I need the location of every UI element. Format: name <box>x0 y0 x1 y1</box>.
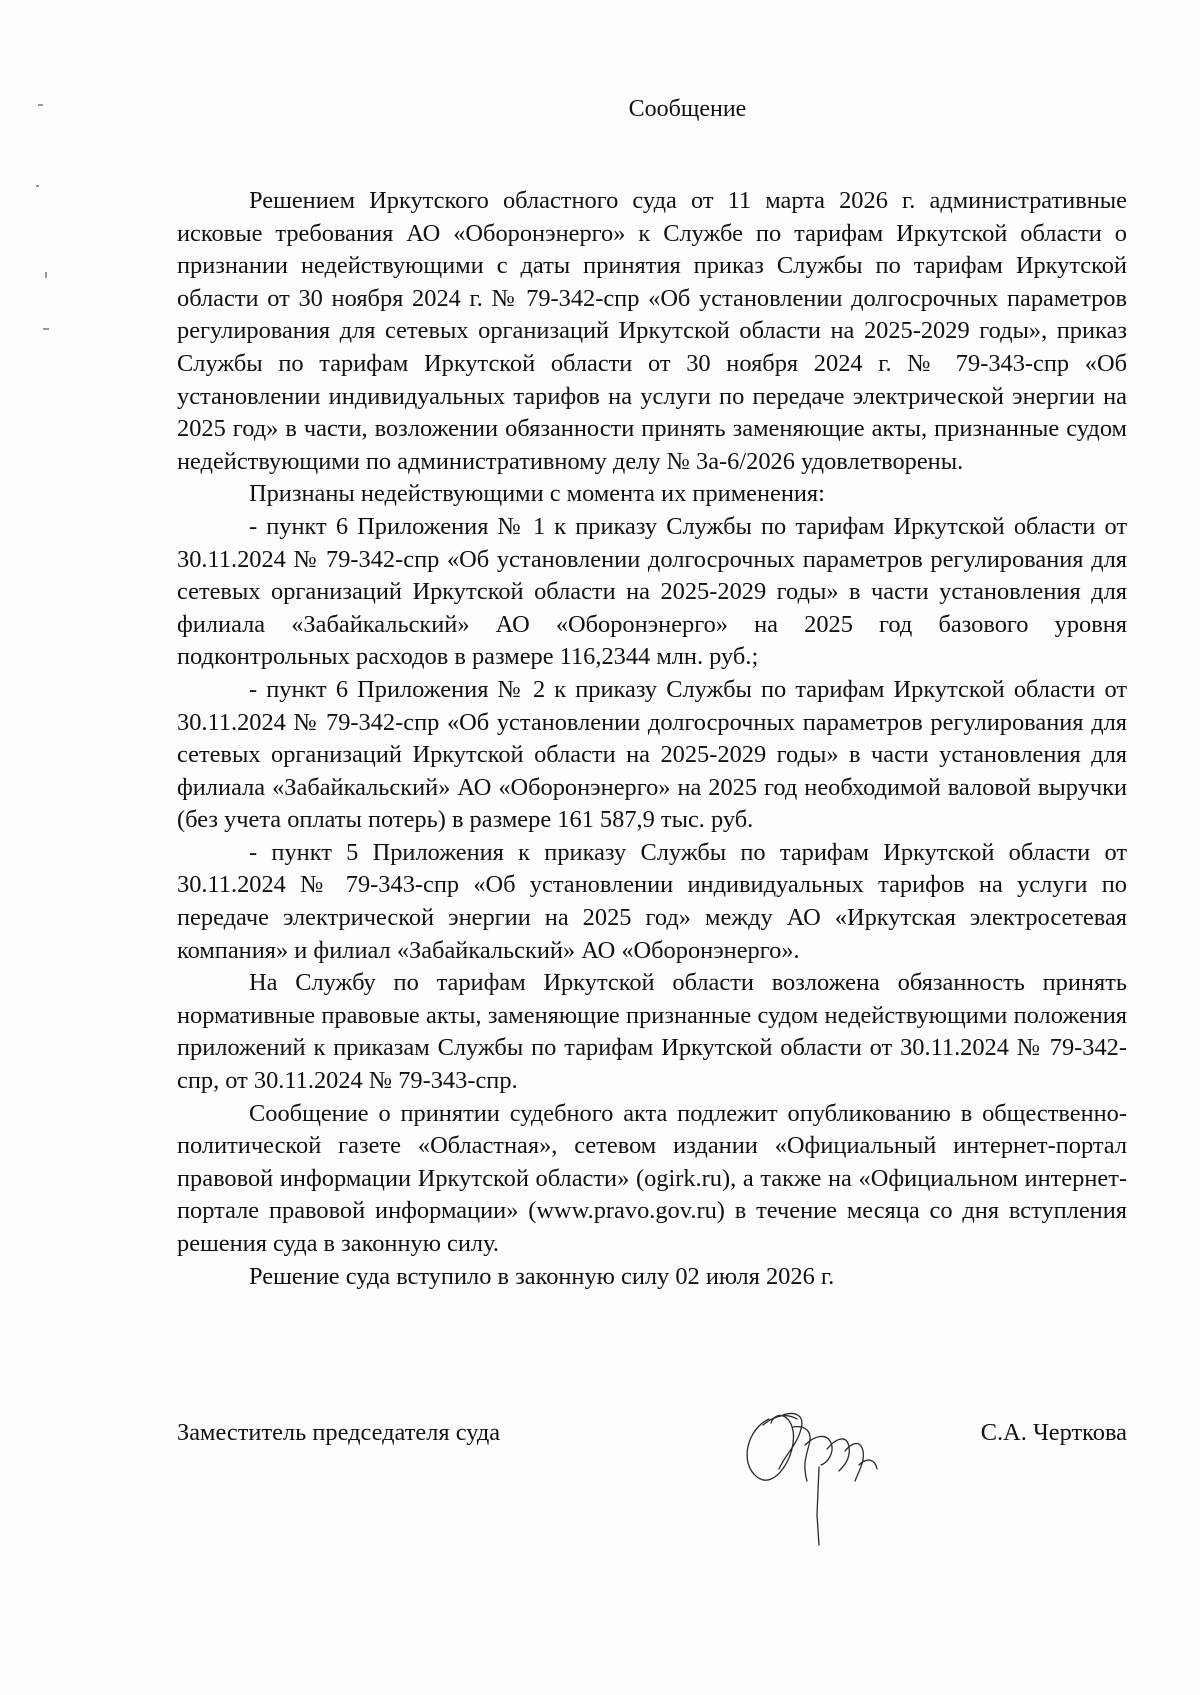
decision-paragraph: Решением Иркутского областного суда от 11 марта 2026 г. административные исковые требования АО «Оборонэнерго» к Службе по тарифам Иркутской области о признании недействующими с даты принятия приказ Службы по тарифам Иркутской области от 30 ноября 2024 г. № 79-342-спр «Об установлении долгосрочных параметров регулирования для сетевых организаций Иркутской области на 2025-2029 годы», приказ Службы по тарифам Иркутской области от 30 ноября 2024 г. № 79-343-спр «Об установлении индивидуальных тарифов на услуги по передаче электрической энергии на 2025 год» в части, возложении обязанности принять заменяющие акты, признанные судом недействующими по административному делу № 3а-6/2026 удовлетворены. <box>177 187 1127 475</box>
handwritten-signature <box>735 1385 895 1555</box>
document-body <box>177 185 1127 1293</box>
signatory-name: С.А. Черткова <box>980 1419 1127 1446</box>
invalidated-item: - пункт 5 Приложения к приказу Службы по тарифам Иркутской области от 30.11.2024 № 79-343-спр «Об установлении индивидуальных тарифов на услуги по передаче электрической энергии на 2025 год» между АО «Иркутская электросетевая компания» и филиал «Забайкальский» АО «Оборонэнерго». <box>177 838 1127 964</box>
scan-margin-mark <box>45 272 47 278</box>
invalidated-item: - пункт 6 Приложения № 2 к приказу Службы по тарифам Иркутской области от 30.11.2024 № 79-342-спр «Об установлении долгосрочных параметров регулирования для сетевых организаций Иркутской области на 2025-2029 годы» в части установления для филиала «Забайкальский» АО «Оборонэнерго» на 2025 год необходимой валовой выручки (без учета оплаты потерь) в размере 161 587,9 тыс. руб. <box>177 675 1127 834</box>
document-title: Сообщение <box>628 96 747 122</box>
effective-date-paragraph: Решение суда вступило в законную силу 02 июля 2026 г. <box>249 1262 835 1290</box>
publication-paragraph: Сообщение о принятии судебного акта подлежит опубликованию в общественно-политической газете «Областная», сетевом издании «Официальный интернет-портал правовой информации Иркутской области» (ogirk.ru), а также на «Официальном интернет-портале правовой информации» (www.pravo.gov.ru) в течение месяца со дня вступления решения суда в законную силу. <box>177 1099 1127 1257</box>
signature-block <box>177 1417 1127 1457</box>
scan-margin-mark <box>43 328 49 330</box>
signatory-position: Заместитель председателя суда <box>177 1419 501 1446</box>
invalidated-intro: Признаны недействующими с момента их применения: <box>249 480 825 508</box>
scan-margin-mark <box>36 185 39 187</box>
obligation-paragraph: На Службу по тарифам Иркутской области возложена обязанность принять нормативные правовые акты, заменяющие признанные судом недействующими положения приложений к приказам Службы по тарифам Иркутской области от 30.11.2024 № 79-342-спр, от 30.11.2024 № 79-343-спр. <box>177 969 1127 1095</box>
invalidated-item: - пункт 6 Приложения № 1 к приказу Службы по тарифам Иркутской области от 30.11.2024 № 79-342-спр «Об установлении долгосрочных параметров регулирования для сетевых организаций Иркутской области на 2025-2029 годы» в части установления для филиала «Забайкальский» АО «Оборонэнерго» на 2025 год базового уровня подконтрольных расходов в размере 116,2344 млн. руб.; <box>177 512 1127 671</box>
